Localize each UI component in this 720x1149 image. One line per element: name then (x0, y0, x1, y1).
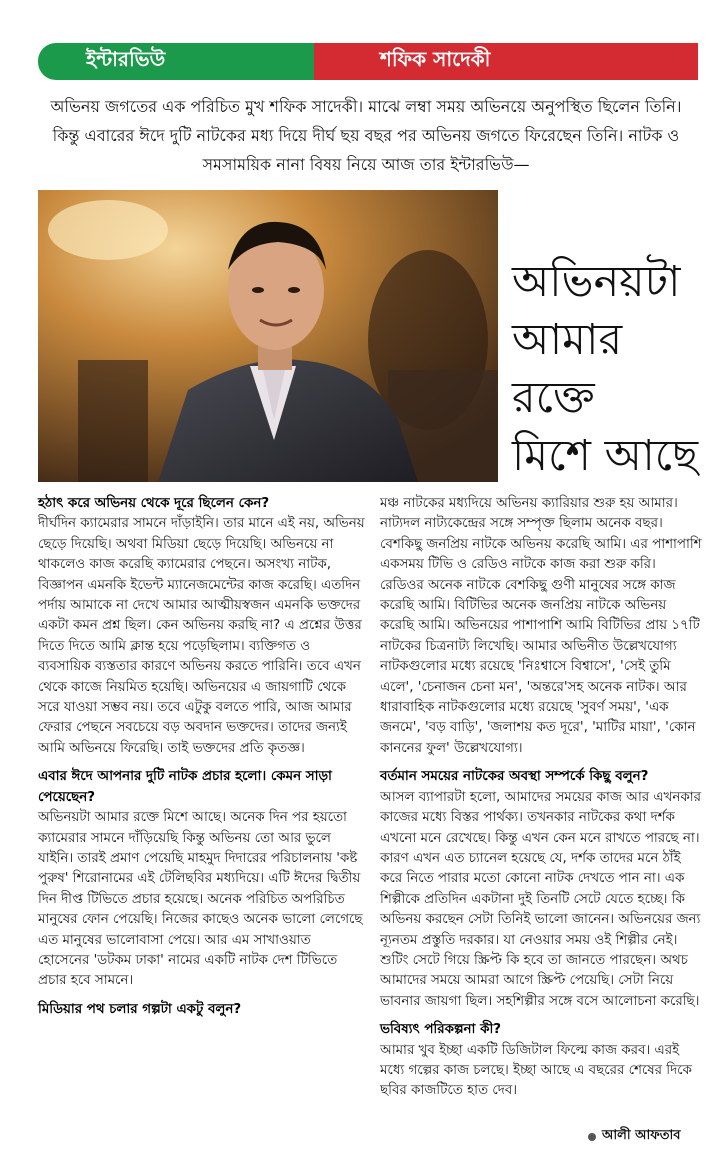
question: ভবিষ্যৎ পরিকল্পনা কী? (380, 1022, 502, 1038)
qa-section (38, 494, 366, 759)
section-label-band (38, 43, 314, 80)
portrait-photo (38, 190, 498, 482)
headline-line-1: অভিনয়টা (512, 257, 681, 307)
bullet-icon (588, 1133, 596, 1141)
qa-section (380, 1020, 702, 1102)
person-name: শফিক সাদেকী (380, 47, 491, 71)
section-header (38, 43, 698, 80)
byline-author: আলী আফতাব (602, 1128, 681, 1143)
question: মিডিয়ার পথ চলার গল্পটা একটু বলুন? (38, 1001, 242, 1017)
question: এবার ঈদে আপনার দুটি নাটক প্রচার হলো। কেমন সাড়া পেয়েছেন? (38, 769, 332, 805)
person-name-band (314, 43, 698, 80)
headline (512, 253, 708, 485)
body-column-left (38, 494, 366, 1028)
byline (588, 1126, 681, 1147)
question: বর্তমান সময়ের নাটকের অবস্থা সম্পর্কে কিছু বলুন? (380, 769, 649, 785)
answer: আসল ব্যাপারটা হলো, আমাদের সময়ের কাজ আর এখনকার কাজের মধ্যে বিস্তর পার্থক্য। তখনকার নাটকের কথা দর্শক এখনো মনে রেখেছে। কিন্তু এখন কেন মনে রাখতে পারছে না। কারণ এখন এত চ্যানেল হয়েছে যে, দর্শক তাদের মনে ঠাঁই করে নিতে পারার মতো কোনো নাটক দেখতে পান না। এক শিল্পীকে প্রতিদিন একটানা দুই তিনটি সেটে যেতে হচ্ছে। কি অভিনয় করছেন সেটা তিনিই ভালো জানেন। অভিনয়ের জন্য ন্যূনতম প্রস্তুতি দরকার। যা নেওয়ার সময় ওই শিল্পীর নেই। শুটিং সেটে গিয়ে স্ক্রিপ্ট কি হবে তা জানতে পারছেন। অথচ আমাদের সময়ে আমরা আগে স্ক্রিপ্ট পেয়েছি। সেটা নিয়ে ভাবনার জায়গা ছিল। সহশিল্পীর সঙ্গে বসে আলোচনা করেছি। (380, 789, 701, 1009)
qa-section (38, 1000, 366, 1020)
qa-section (380, 494, 702, 759)
answer: দীর্ঘদিন ক্যামেরার সামনে দাঁড়াইনি। তার মানে এই নয়, অভিনয় ছেড়ে দিয়েছি। অথবা মিডিয়া ছেড়ে দিয়েছি। অভিনয়ে না থাকলেও কাজ করেছি ক্যামেরার পেছনে। অসংখ্য নাটক, বিজ্ঞাপন এমনকি ইভেন্ট ম্যানেজমেন্টের কাজ করেছি। এতদিন পর্দায় আমাকে না দেখে আমার আত্মীয়স্বজন এমনকি ভক্তদের একটা কমন প্রশ্ন ছিল। কেন অভিনয় করছি না? এ প্রশ্নের উত্তর দিতে দিতে আমি ক্লান্ত হয়ে পড়েছিলাম। ব্যক্তিগত ও ব্যবসায়িক ব্যস্ততার কারণে অভিনয় করতে পারিনি। তবে এখন থেকে কাজে নিয়মিত হয়েছি। অভিনয়ের এ জায়গাটি থেকে সরে যাওয়া সম্ভব নয়। তবে এটুকু বলতে পারি, আজ আমার ফেরার পেছনে সবচেয়ে বড় অবদান ভক্তদের। তাদের জন্যই আমি অভিনয়ে ফিরেছি। তাই ভক্তদের প্রতি কৃতজ্ঞ। (38, 516, 365, 756)
intro-paragraph: অভিনয় জগতের এক পরিচিত মুখ শফিক সাদেকী। মাঝে লম্বা সময় অভিনয়ে অনুপস্থিত ছিলেন তিনি। কিন্তু এবারের ঈদে দুটি নাটকের মধ্য দিয়ে দীর্ঘ ছয় বছর পর অভিনয় জগতে ফিরেছেন তিনি। নাটক ও সমসাময়িক নানা বিষয় নিয়ে আজ তার ইন্টারভিউ— (50, 97, 682, 174)
answer: অভিনয়টা আমার রক্তে মিশে আছে। অনেক দিন পর হয়তো ক্যামেরার সামনে দাঁড়িয়েছি কিন্তু অভিনয় তো আর ভুলে যাইনি। তারই প্রমাণ পেয়েছি মাহমুদ দিদারের পরিচালনায় 'কষ্ট পুরুষ' শিরোনামের এই টেলিছবির মধ্যদিয়ে। এটি ঈদের দ্বিতীয় দিন দীপ্ত টিভিতে প্রচার হয়েছে। অনেক পরিচিত অপরিচিত মানুষের ফোন পেয়েছি। নিজের কাছেও অনেক ভালো লেগেছে এত মানুষের ভালোবাসা পেয়ে। আর এম সাখাওয়াত হোসেনের 'ডটকম ঢাকা' নামের একটি নাটক দেশ টিভিতে প্রচার হবে সামনে। (38, 810, 363, 989)
question: হঠাৎ করে অভিনয় থেকে দূরে ছিলেন কেন? (38, 496, 270, 511)
answer: মঞ্চ নাটকের মধ্যদিয়ে অভিনয় ক্যারিয়ার শুরু হয় আমার। নাট্যদল নাট্যকেন্দ্রের সঙ্গে সম্পৃক্ত ছিলাম অনেক বছর। বেশকিছু জনপ্রিয় নাটকে অভিনয় করেছি আমি। এর পাশাপাশি একসময় টিভি ও রেডিও নাটকে কাজ করা শুরু করি। রেডিওর অনেক নাটকে বেশকিছু গুণী মানুষের সঙ্গে কাজ করেছি আমি। বিটিভির অনেক জনপ্রিয় নাটকে অভিনয় করেছি আমি। অভিনয়ের পাশাপাশি আমি বিটিভির প্রায় ১৭টি নাটকের চিত্রনাট্য লিখেছি। আমার অভিনীত উল্লেখযোগ্য নাটকগুলোর মধ্যে রয়েছে 'নিঃশ্বাসে বিশ্বাসে', 'সেই তুমি এলে', 'চেনাজন চেনা মন', 'অন্তরে'সহ অনেক নাটক। আর ধারাবাহিক নাটকগুলোর মধ্যে রয়েছে 'সুবর্ণ সময়', 'এক জনমে', 'বড় বাড়ি', 'জলাশয় কত দূরে', 'মাটির মায়া', 'কোন কাননের ফুল' উল্লেখযোগ্য। (380, 496, 702, 756)
answer: আমার খুব ইচ্ছা একটি ডিজিটাল ফিল্মে কাজ করব। এরই মধ্যে গল্পের কাজ চলছে। ইচ্ছা আছে এ বছরের শেষের দিকে ছবির কাজটিতে হাত দেব। (380, 1042, 692, 1099)
headline-line-3: মিশে আছে (512, 431, 699, 481)
section-label: ইন্টারভিউ (86, 47, 166, 71)
qa-section (38, 767, 366, 991)
body-column-right (380, 494, 702, 1110)
qa-section (380, 767, 702, 1012)
headline-line-2: আমার রক্তে (512, 315, 623, 423)
